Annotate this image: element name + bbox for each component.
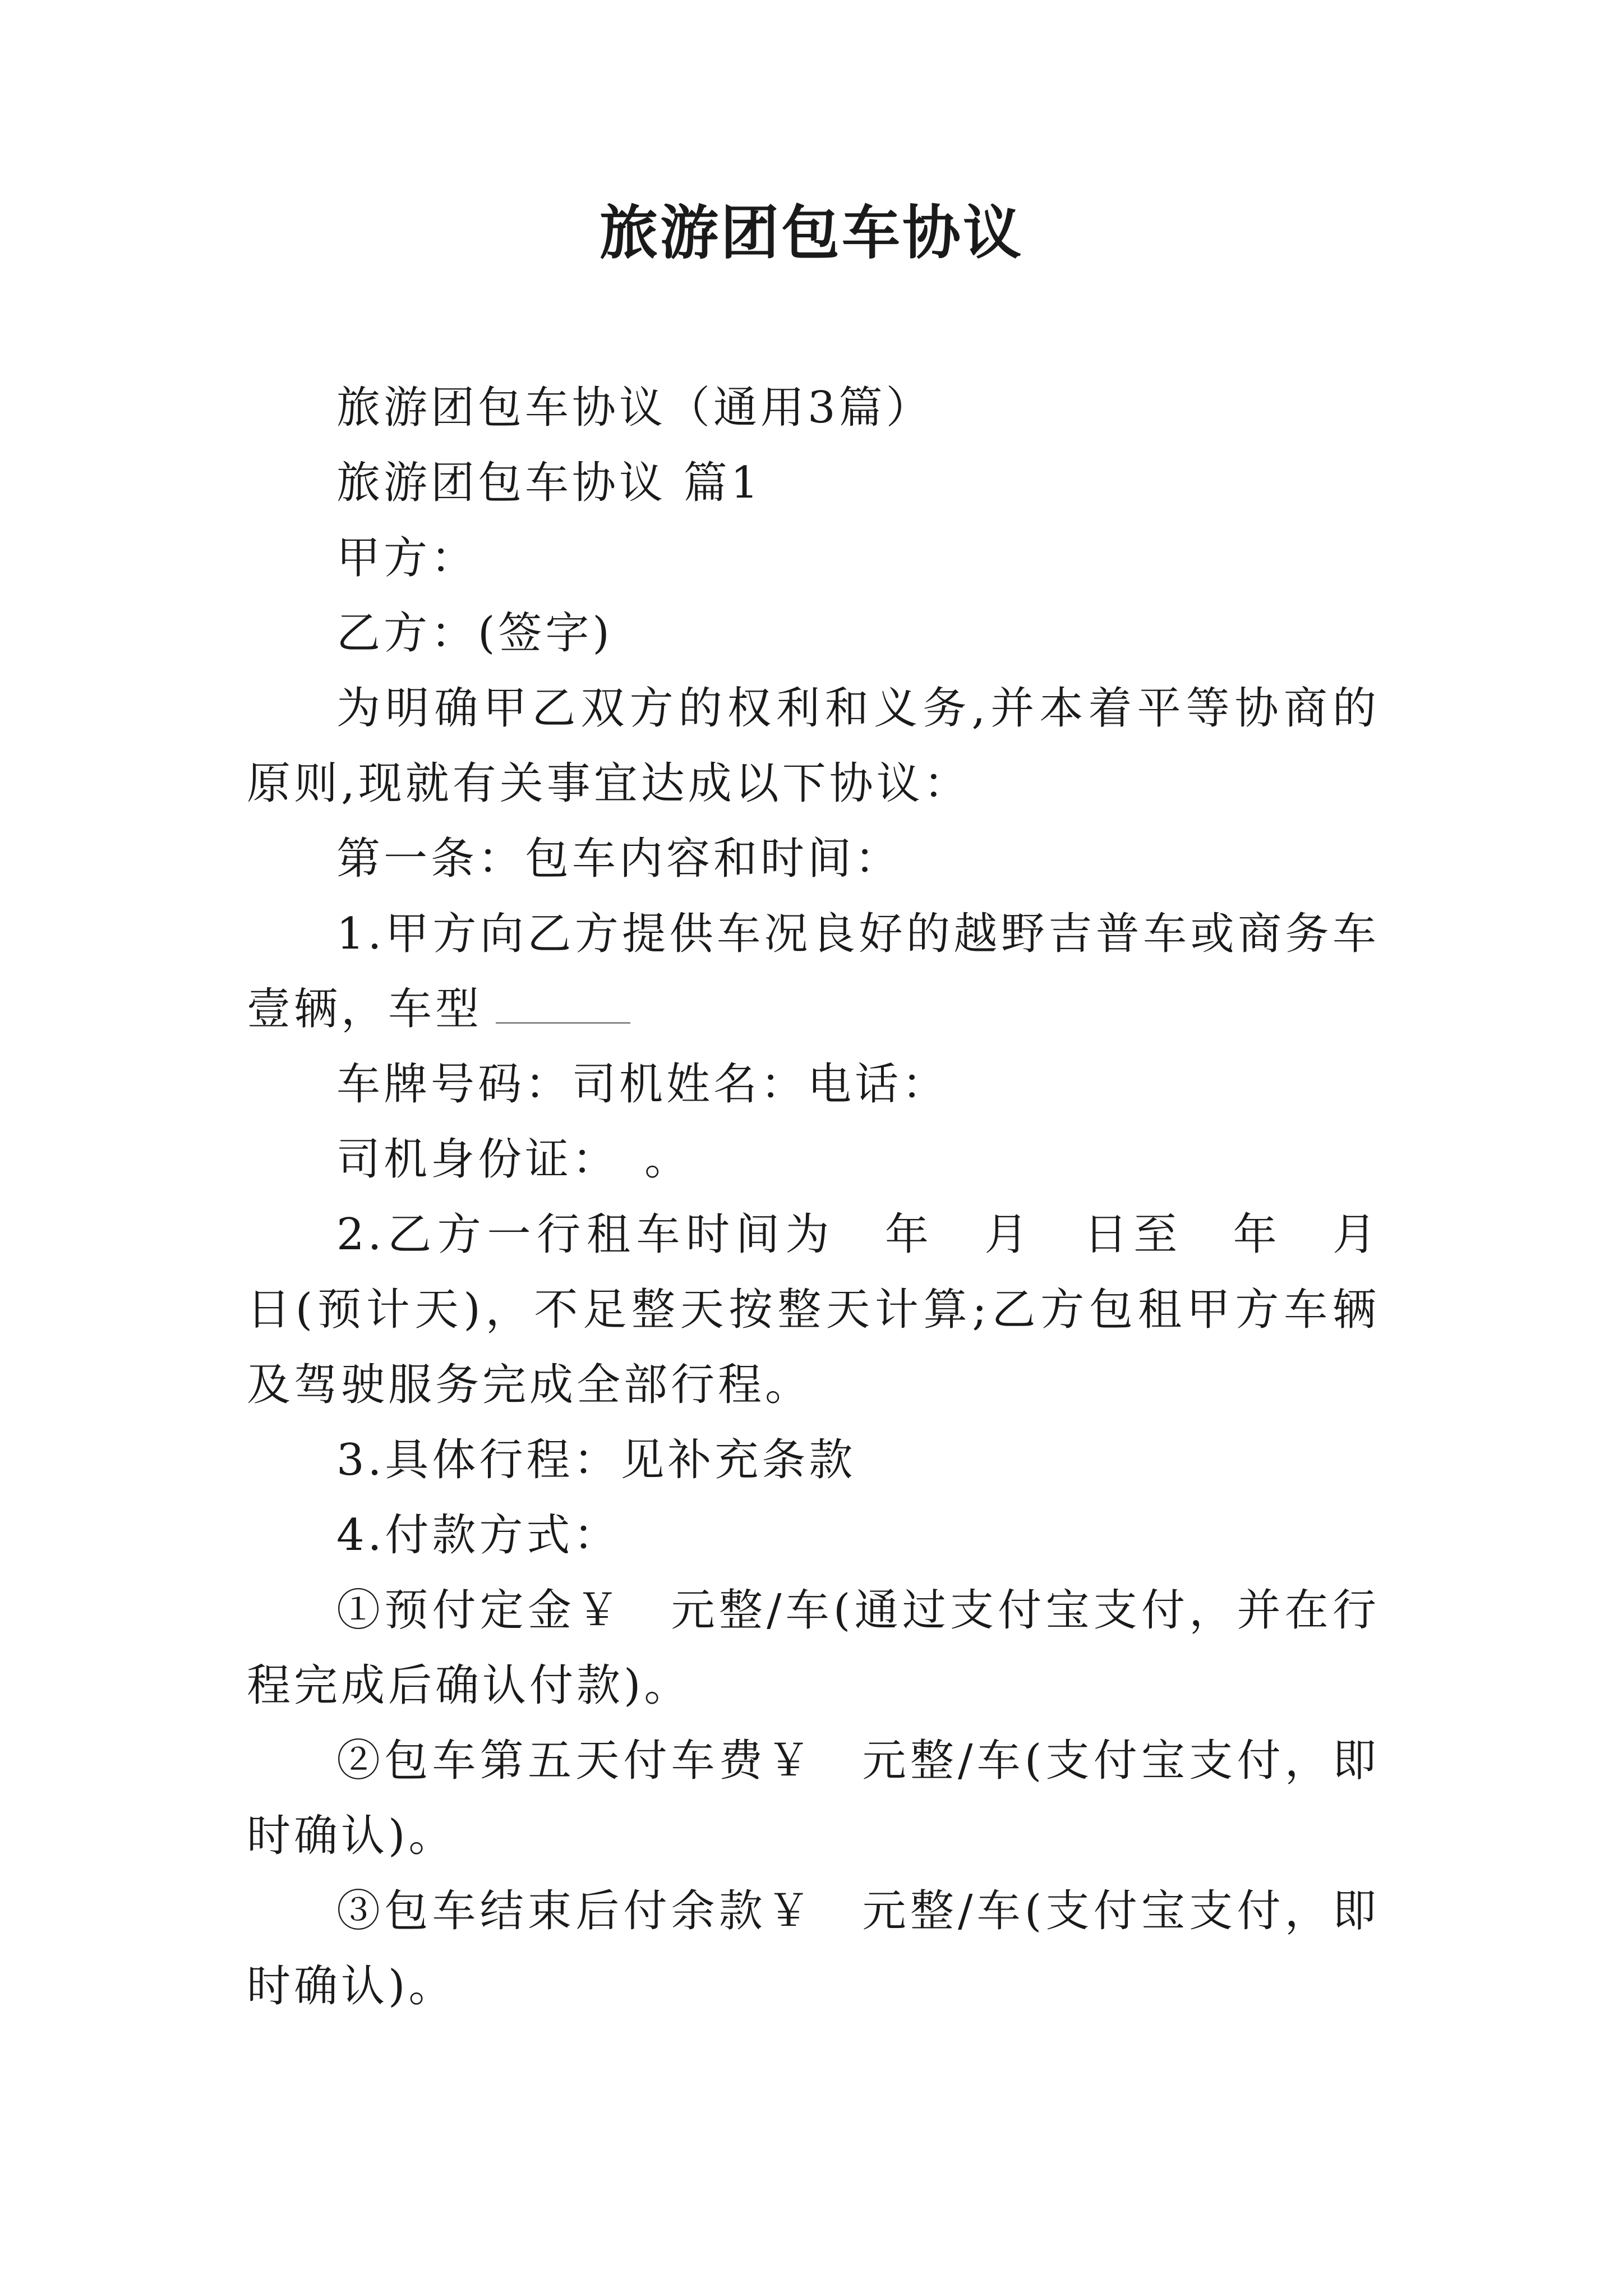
paragraph-payment-2: ②包车第五天付车费￥ 元整/车(支付宝支付，即时确认)。 <box>247 1736 1380 1861</box>
document-title: 旅游团包车协议 <box>599 198 1023 267</box>
paragraph-article-1: 第一条：包车内容和时间： <box>336 834 902 884</box>
vehicle-model-blank <box>496 988 630 1024</box>
paragraph-item-2: 2.乙方一行租车时间为 年 月 日至 年 月 日(预计天)，不足整天按整天计算;乙方包租甲方车辆及驾驶服务完成全部行程。 <box>247 1209 1427 1410</box>
paragraph-preamble: 为明确甲乙双方的权利和义务,并本着平等协商的原则,现就有关事宜达成以下协议： <box>247 683 1380 809</box>
paragraph-payment-3: ③包车结束后付余款￥ 元整/车(支付宝支付，即时确认)。 <box>247 1886 1380 2012</box>
document-body <box>247 370 1427 2024</box>
paragraph-payment-1: ①预付定金￥ 元整/车(通过支付宝支付，并在行程完成后确认付款)。 <box>247 1585 1380 1711</box>
paragraph-party-a: 甲方： <box>336 533 478 583</box>
paragraph-item-3: 3.具体行程：见补充条款 <box>336 1435 856 1485</box>
paragraph-plate-driver: 车牌号码：司机姓名：电话： <box>336 1059 949 1110</box>
paragraph-subtitle: 旅游团包车协议（通用3篇） <box>336 383 933 433</box>
item-1-text: 1.甲方向乙方提供车况良好的越野吉普车或商务车壹辆，车型 <box>247 909 1380 1034</box>
paragraph-item-4: 4.付款方式： <box>336 1510 621 1561</box>
paragraph-driver-id: 司机身份证： 。 <box>336 1134 692 1185</box>
paragraph-section-heading: 旅游团包车协议 篇1 <box>336 458 762 508</box>
paragraph-party-b: 乙方：(签字) <box>336 608 613 659</box>
paragraph-item-1 <box>247 896 1380 1047</box>
